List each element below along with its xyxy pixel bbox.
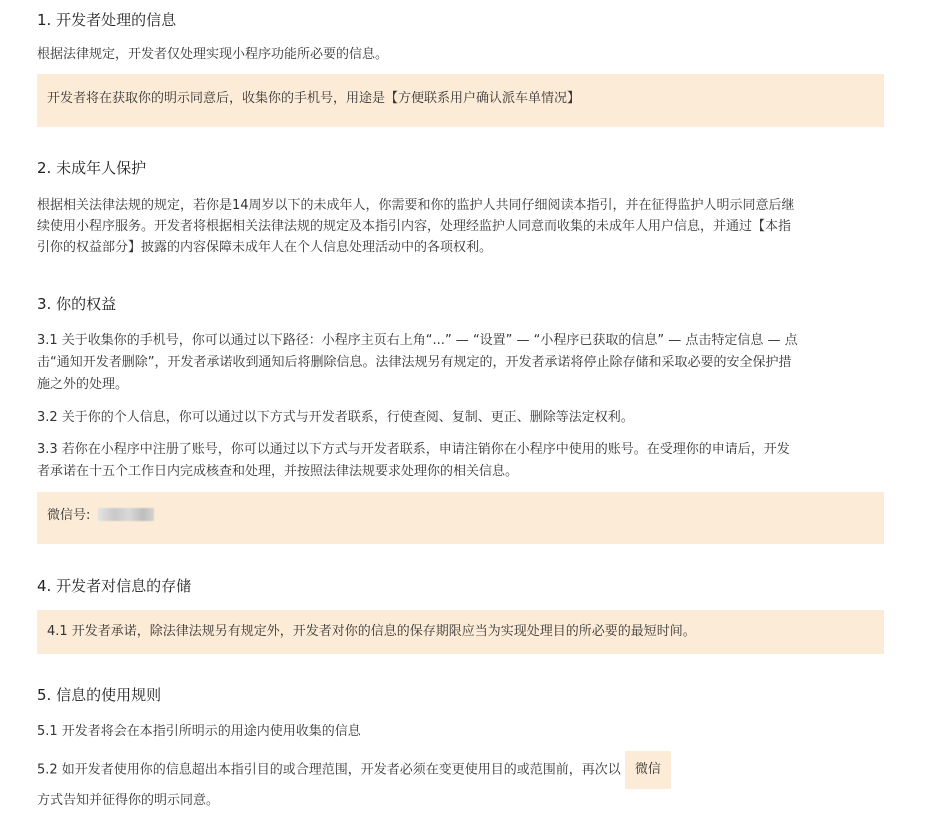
notice-text: 开发者将在获取你的明示同意后，收集你的手机号，用途是【方便联系用户确认派车单情况】 <box>47 91 581 106</box>
usage-item-5-2 <box>37 751 884 789</box>
wechat-chip: 微信 <box>625 751 671 789</box>
paragraph-line: 续使用小程序服务。开发者将根据相关法律法规的规定及本指引内容，处理经监护人同意而收集的未成年人用户信息，并通过【本指 <box>37 219 792 234</box>
paragraph-line: 根据相关法律法规的规定，若你是14周岁以下的未成年人，你需要和你的监护人共同仔细阅读本指引，并在征得监护人明示同意后继 <box>37 198 795 213</box>
redacted-wechat-id <box>98 508 154 521</box>
rights-item-3-1 <box>37 330 884 396</box>
paragraph: 根据法律规定，开发者仅处理实现小程序功能所必要的信息。 <box>37 47 389 62</box>
notice-text: 4.1 开发者承诺，除法律法规另有规定外，开发者对你的信息的保存期限应当为实现处理目的所必要的最短时间。 <box>47 624 696 639</box>
rights-item-3-3 <box>37 439 884 483</box>
paragraph-line: 5.2 如开发者使用你的信息超出本指引目的或合理范围，开发者必须在变更使用目的或范围前，再次以 <box>37 762 621 778</box>
paragraph-line: 引你的权益部分】披露的内容保障未成年人在个人信息处理活动中的各项权利。 <box>37 240 493 255</box>
wechat-id-label: 微信号: <box>47 508 91 523</box>
minor-protection-text <box>37 195 884 258</box>
rights-item-3-2: 3.2 关于你的个人信息，你可以通过以下方式与开发者联系，行使查阅、复制、更正、删除等法定权利。 <box>37 410 634 425</box>
section-title: 5. 信息的使用规则 <box>37 686 162 704</box>
section-title: 3. 你的权益 <box>37 295 117 313</box>
phone-usage-notice <box>37 74 884 127</box>
paragraph-line: 击“通知开发者删除”，开发者承诺收到通知后将删除信息。法律法规另有规定的，开发者承诺将停止除存储和采取必要的安全保护措 <box>37 355 792 370</box>
usage-item-5-1: 5.1 开发者将会在本指引所明示的用途内使用收集的信息 <box>37 724 361 739</box>
paragraph-line: 3.3 若你在小程序中注册了账号，你可以通过以下方式与开发者联系，申请注销你在小程序中使用的账号。在受理你的申请后，开发 <box>37 442 790 457</box>
contact-notice <box>37 492 884 544</box>
section-title: 2. 未成年人保护 <box>37 159 147 177</box>
paragraph-line: 3.1 关于收集你的手机号，你可以通过以下路径：小程序主页右上角“...” — “设置” — “小程序已获取的信息” — 点击特定信息 — 点 <box>37 333 798 348</box>
section-title: 4. 开发者对信息的存储 <box>37 577 192 595</box>
paragraph-line: 施之外的处理。 <box>37 377 129 392</box>
paragraph-line: 方式告知并征得你的明示同意。 <box>37 793 220 808</box>
section-1 <box>37 9 176 31</box>
section-title: 1. 开发者处理的信息 <box>37 11 177 29</box>
storage-notice <box>37 610 884 654</box>
paragraph-line: 者承诺在十五个工作日内完成核查和处理，并按照法律法规要求处理你的相关信息。 <box>37 464 519 479</box>
